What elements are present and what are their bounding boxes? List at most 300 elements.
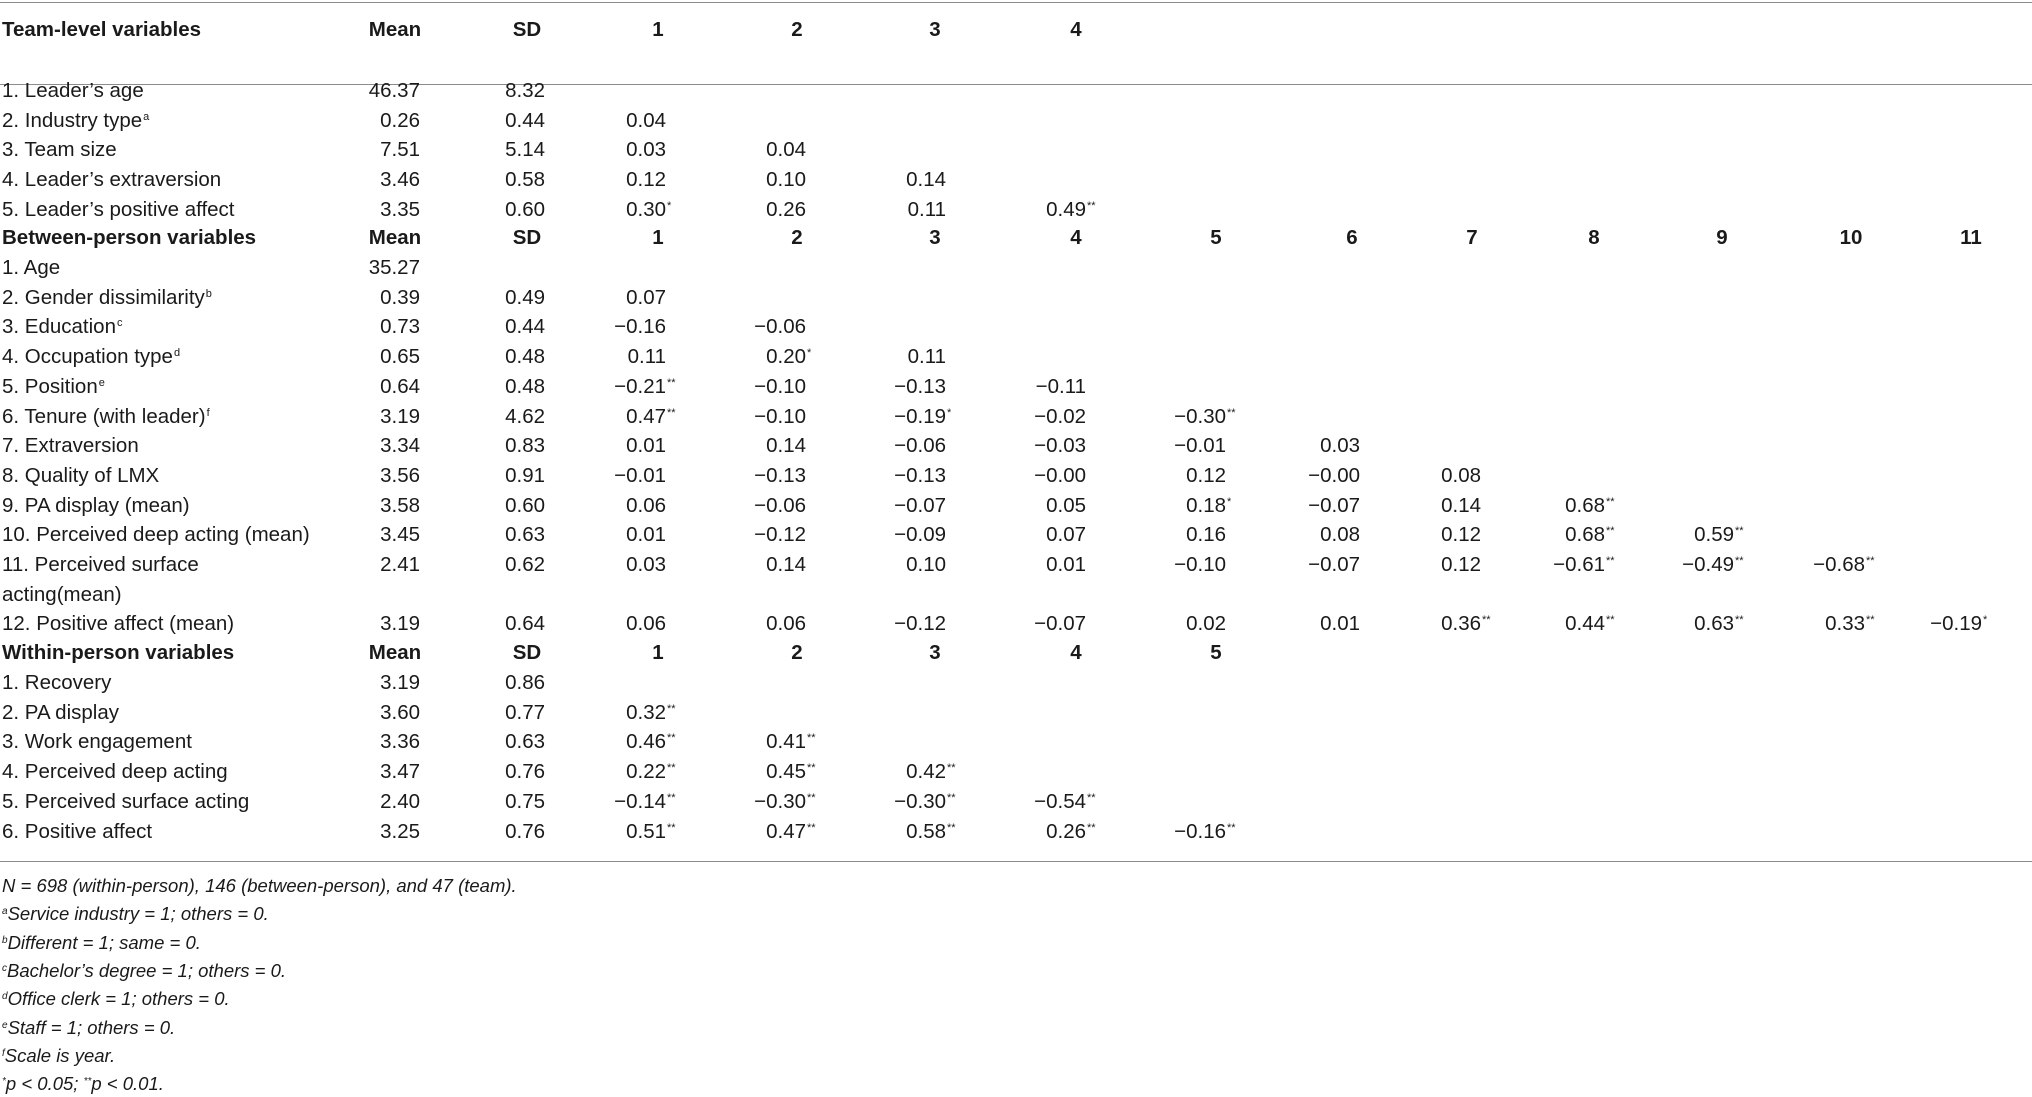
- sd-value: 0.77: [505, 700, 545, 724]
- correlation-value: −0.13: [754, 463, 806, 487]
- variable-label: [2, 727, 192, 757]
- column-header-number: 4: [1070, 18, 1082, 41]
- table-row: [0, 372, 2032, 402]
- correlation-cell: [894, 372, 962, 402]
- correlation-cell: −0.30**: [894, 789, 956, 813]
- correlation-cell: [894, 609, 962, 639]
- correlation-cell: 0.44**: [1565, 612, 1615, 636]
- table-row: [0, 817, 2032, 847]
- correlation-cell: −0.16**: [1174, 819, 1236, 843]
- correlation-value: −0.30: [754, 789, 806, 813]
- mean-value: 3.34: [380, 434, 420, 458]
- table-row: [0, 253, 2032, 283]
- correlation-value: 0.01: [1320, 612, 1360, 636]
- variable-name: 2. Industry type: [2, 108, 143, 132]
- variable-label: [2, 461, 159, 491]
- note-text: p < 0.05;: [5, 1073, 84, 1095]
- table-row: [0, 195, 2032, 225]
- correlation-value: 0.14: [766, 553, 806, 576]
- table-note: [2, 958, 286, 984]
- correlation-cell: −0.61**: [1553, 553, 1615, 576]
- section-title: Between-person variables: [2, 226, 257, 249]
- variable-label: [2, 76, 144, 106]
- variable-label: [2, 135, 117, 165]
- mean-value: 0.26: [380, 108, 420, 132]
- correlation-value: 0.04: [626, 108, 666, 132]
- correlation-value: 0.07: [1046, 523, 1086, 547]
- mean-value: 3.58: [380, 493, 420, 517]
- correlation-value: 0.04: [766, 138, 806, 162]
- correlation-cell: 0.30*: [626, 197, 672, 221]
- correlation-value: −0.14: [614, 789, 666, 813]
- top-rule: [0, 2, 2032, 3]
- correlation-value: 0.51: [626, 819, 666, 843]
- correlation-cell: 0.45**: [766, 760, 816, 784]
- correlation-value: −0.19: [1930, 612, 1982, 636]
- table-note: [2, 873, 517, 899]
- correlation-value: −0.12: [754, 523, 806, 547]
- column-header-number: 6: [1346, 226, 1358, 249]
- footnote-marker: a: [143, 110, 150, 123]
- table-row: [0, 342, 2032, 372]
- sd-value: 0.86: [505, 671, 545, 694]
- correlation-value: 0.42: [906, 760, 946, 784]
- variable-name: 1. Age: [2, 256, 61, 279]
- column-header-number: 3: [929, 641, 941, 664]
- note-marker: **: [83, 1076, 92, 1088]
- correlation-value: 0.14: [766, 434, 806, 458]
- correlation-value: 0.06: [626, 612, 666, 636]
- table-note: [2, 986, 230, 1012]
- correlation-cell: [626, 491, 682, 521]
- correlation-value: 0.11: [627, 345, 666, 369]
- correlation-cell: [626, 550, 682, 580]
- correlation-cell: [626, 283, 682, 313]
- variable-label: [2, 609, 234, 639]
- correlation-cell: [754, 520, 822, 550]
- note-text: Scale is year.: [4, 1044, 116, 1066]
- variable-label: [2, 283, 212, 313]
- correlation-cell: [1036, 372, 1102, 402]
- correlation-cell: [908, 195, 962, 225]
- correlation-cell: [894, 491, 962, 521]
- mean-value: 3.56: [380, 463, 420, 487]
- table-row: [0, 609, 2032, 639]
- correlation-value: 0.47: [626, 404, 666, 428]
- correlation-cell: [908, 342, 962, 372]
- correlation-cell: [766, 135, 822, 165]
- table-row: [0, 402, 2032, 432]
- correlation-value: −0.12: [894, 612, 946, 636]
- correlation-cell: [1034, 402, 1102, 432]
- sd-value: 0.60: [505, 197, 545, 221]
- correlation-cell: [766, 550, 822, 580]
- note-marker: e: [2, 1019, 8, 1031]
- correlation-cell: −0.30**: [1174, 404, 1236, 428]
- correlation-value: 0.46: [626, 730, 666, 754]
- variable-label: [2, 491, 190, 521]
- correlation-cell: [1034, 431, 1102, 461]
- footnote-marker: b: [205, 287, 212, 300]
- column-header-number: 9: [1716, 226, 1728, 249]
- note-text: p < 0.01.: [91, 1073, 164, 1095]
- table-row: [0, 491, 2032, 521]
- correlation-cell: [1308, 461, 1376, 491]
- note-text: Staff = 1; others = 0.: [7, 1016, 176, 1038]
- section-header: [0, 223, 2032, 253]
- column-header-number: 5: [1210, 641, 1222, 664]
- column-header-mean: Mean: [368, 641, 422, 664]
- variable-label: [2, 106, 149, 136]
- column-header-mean: Mean: [368, 226, 422, 249]
- correlation-cell: 0.33**: [1825, 612, 1875, 636]
- note-text: Bachelor’s degree = 1; others = 0.: [7, 959, 287, 981]
- correlation-value: −0.49: [1682, 553, 1734, 576]
- correlation-cell: 0.41**: [766, 730, 816, 754]
- variable-name: 3. Education: [2, 315, 116, 339]
- correlation-value: −0.07: [1308, 493, 1360, 517]
- correlation-cell: −0.21**: [614, 374, 676, 398]
- correlation-value: 0.20: [766, 345, 806, 369]
- variable-name: 3. Team size: [2, 138, 117, 162]
- variable-label: [2, 165, 221, 195]
- correlation-cell: [766, 609, 822, 639]
- correlation-value: −0.07: [1308, 553, 1360, 576]
- table-note: [2, 901, 269, 927]
- mean-value: 3.46: [380, 168, 420, 192]
- correlation-value: 0.08: [1320, 523, 1360, 547]
- correlation-value: 0.11: [907, 345, 946, 369]
- table-row: [0, 787, 2032, 817]
- note-text: Different = 1; same = 0.: [7, 931, 201, 953]
- sd-value: 4.62: [505, 404, 545, 428]
- correlation-cell: −0.30**: [754, 789, 816, 813]
- correlation-value: −0.10: [754, 404, 806, 428]
- column-header-number: 5: [1210, 226, 1222, 249]
- variable-label: [2, 312, 122, 342]
- correlation-cell: 0.22**: [626, 760, 676, 784]
- correlation-cell: [1441, 491, 1497, 521]
- correlation-value: 0.32: [626, 700, 666, 724]
- mean-value: 3.35: [380, 197, 420, 221]
- mean-value: 0.73: [380, 315, 420, 339]
- correlation-value: −0.07: [894, 493, 946, 517]
- variable-name: 2. Gender dissimilarity: [2, 285, 205, 309]
- variable-name: 10. Perceived deep acting (mean): [2, 523, 310, 547]
- correlation-cell: 0.68**: [1565, 523, 1615, 547]
- sd-value: 0.76: [505, 760, 545, 784]
- correlation-value: 0.01: [1046, 553, 1086, 576]
- correlation-cell: [626, 106, 682, 136]
- correlation-value: 0.10: [906, 553, 946, 576]
- variable-name: 7. Extraversion: [2, 434, 139, 458]
- note-marker: a: [2, 906, 8, 918]
- correlation-cell: 0.26**: [1046, 819, 1096, 843]
- correlation-cell: [1186, 609, 1242, 639]
- footnote-marker: e: [98, 376, 105, 389]
- correlation-value: 0.16: [1186, 523, 1226, 547]
- correlation-cell: [1308, 491, 1376, 521]
- mean-value: 46.37: [368, 79, 420, 102]
- correlation-value: −0.13: [894, 463, 946, 487]
- table-row: [0, 698, 2032, 728]
- table-row: [0, 165, 2032, 195]
- table-row: [0, 757, 2032, 787]
- sd-value: 0.60: [505, 493, 545, 517]
- correlation-value: −0.30: [1174, 404, 1226, 428]
- sd-value: 0.76: [505, 819, 545, 843]
- correlation-value: 0.06: [626, 493, 666, 517]
- mean-value: 3.19: [380, 671, 420, 694]
- correlation-cell: [1174, 550, 1242, 580]
- correlation-cell: [614, 461, 682, 491]
- correlation-cell: [754, 491, 822, 521]
- note-marker: b: [2, 934, 8, 946]
- correlation-value: 0.58: [906, 819, 946, 843]
- table-note: [2, 930, 201, 956]
- correlation-value: −0.06: [894, 434, 946, 458]
- correlation-cell: [1441, 461, 1497, 491]
- variable-name: 8. Quality of LMX: [2, 463, 160, 487]
- correlation-value: −0.01: [1174, 434, 1226, 458]
- variable-name: 5. Position: [2, 374, 98, 398]
- sd-value: 0.75: [505, 789, 545, 813]
- correlation-cell: 0.32**: [626, 700, 676, 724]
- variable-name: 1. Leader’s age: [2, 79, 144, 102]
- correlation-value: 0.01: [626, 434, 666, 458]
- correlation-value: −0.30: [894, 789, 946, 813]
- variable-label: [2, 817, 152, 847]
- note-text: N = 698 (within-person), 146 (between-person), and 47 (team).: [2, 875, 517, 896]
- column-header-sd: SD: [512, 18, 542, 41]
- correlation-cell: 0.51**: [626, 819, 676, 843]
- correlation-value: 0.03: [626, 553, 666, 576]
- correlation-value: −0.02: [1034, 404, 1086, 428]
- correlation-cell: 0.20*: [766, 345, 812, 369]
- table-note: [2, 1015, 175, 1041]
- correlation-cell: [1441, 520, 1497, 550]
- correlation-value: −0.16: [1174, 819, 1226, 843]
- column-header-number: 4: [1070, 641, 1082, 664]
- footnote-marker: d: [173, 347, 181, 360]
- correlation-value: 0.41: [766, 730, 806, 754]
- correlation-value: 0.03: [1320, 434, 1360, 458]
- correlation-value: 0.63: [1694, 612, 1734, 636]
- note-marker: d: [2, 991, 8, 1003]
- correlation-cell: [894, 461, 962, 491]
- variable-label: [2, 195, 235, 225]
- correlation-value: 0.07: [626, 285, 666, 309]
- table-row: [0, 135, 2032, 165]
- correlation-value: 0.05: [1046, 493, 1086, 517]
- sd-value: 0.44: [505, 108, 545, 132]
- note-marker: *: [2, 1076, 6, 1088]
- table-row: [0, 550, 2032, 580]
- correlation-cell: [1174, 431, 1242, 461]
- correlation-cell: [1186, 520, 1242, 550]
- correlation-cell: 0.47**: [766, 819, 816, 843]
- variable-name: 2. PA display: [2, 700, 119, 724]
- correlation-cell: [894, 431, 962, 461]
- correlation-cell: [1046, 491, 1102, 521]
- correlation-cell: [614, 312, 682, 342]
- correlation-cell: 0.58**: [906, 819, 956, 843]
- variable-name: 4. Perceived deep acting: [2, 760, 228, 784]
- column-header-number: 2: [791, 226, 803, 249]
- mean-value: 2.40: [380, 789, 420, 813]
- correlation-cell: −0.19*: [894, 404, 952, 428]
- mean-value: 3.25: [380, 819, 420, 843]
- correlation-cell: [626, 609, 682, 639]
- variable-name: 6. Tenure (with leader): [2, 404, 206, 428]
- correlation-value: 0.59: [1694, 523, 1734, 547]
- mean-value: 3.19: [380, 404, 420, 428]
- correlation-value: −0.10: [754, 374, 806, 398]
- footnote-marker: c: [116, 317, 123, 330]
- correlation-value: −0.09: [894, 523, 946, 547]
- correlation-cell: [754, 312, 822, 342]
- note-text: Office clerk = 1; others = 0.: [7, 988, 230, 1010]
- correlation-cell: 0.59**: [1694, 523, 1744, 547]
- table-row: [0, 520, 2032, 550]
- variable-name: 6. Positive affect: [2, 819, 153, 843]
- table-row: [0, 431, 2032, 461]
- column-header-number: 1: [652, 226, 664, 249]
- correlation-cell: [1320, 431, 1376, 461]
- sd-value: 0.64: [505, 612, 545, 636]
- correlation-value: 0.68: [1565, 523, 1605, 547]
- column-header-number: 3: [929, 226, 941, 249]
- column-header-number: 2: [791, 641, 803, 664]
- variable-label: [2, 668, 111, 698]
- sd-value: 5.14: [505, 138, 545, 162]
- correlation-cell: 0.42**: [906, 760, 956, 784]
- correlation-value: −0.03: [1034, 434, 1086, 458]
- correlation-value: −0.07: [1034, 612, 1086, 636]
- variable-label: [2, 550, 199, 580]
- correlation-value: −0.68: [1813, 553, 1865, 576]
- section-header: [0, 15, 2032, 45]
- variable-name: 12. Positive affect (mean): [2, 612, 235, 636]
- correlation-value: 0.68: [1565, 493, 1605, 517]
- footnote-marker: f: [206, 406, 210, 419]
- correlation-value: 0.47: [766, 819, 806, 843]
- correlation-cell: 0.68**: [1565, 493, 1615, 517]
- correlation-cell: [626, 520, 682, 550]
- mean-value: 7.51: [380, 138, 420, 162]
- mean-value: 3.47: [380, 760, 420, 784]
- correlation-value: −0.10: [1174, 553, 1226, 576]
- correlation-cell: [906, 165, 962, 195]
- correlation-cell: [1320, 520, 1376, 550]
- mean-value: 35.27: [368, 256, 420, 279]
- correlation-value: 0.12: [1441, 553, 1481, 576]
- mean-value: 0.64: [380, 374, 420, 398]
- correlation-value: −0.13: [894, 374, 946, 398]
- correlation-cell: [1308, 550, 1376, 580]
- section-title: Within-person variables: [2, 641, 235, 664]
- note-text: Service industry = 1; others = 0.: [7, 903, 269, 925]
- correlation-cell: [1046, 550, 1102, 580]
- correlation-cell: [894, 520, 962, 550]
- correlation-value: 0.02: [1186, 612, 1226, 636]
- table-note: [2, 1043, 115, 1069]
- correlation-cell: [754, 402, 822, 432]
- variable-name: 11. Perceived surface: [2, 553, 199, 576]
- correlation-value: 0.01: [626, 523, 666, 547]
- mean-value: 0.65: [380, 345, 420, 369]
- column-header-number: 8: [1588, 226, 1600, 249]
- variable-label: [2, 342, 180, 372]
- column-header-number: 1: [652, 18, 664, 41]
- correlation-cell: [906, 550, 962, 580]
- variable-label: [2, 372, 105, 402]
- column-header-number: 7: [1466, 226, 1478, 249]
- column-header-number: 1: [652, 641, 664, 664]
- correlation-value: −0.00: [1308, 463, 1360, 487]
- correlation-value: −0.06: [754, 493, 806, 517]
- correlation-value: 0.45: [766, 760, 806, 784]
- table-row: [0, 76, 2032, 106]
- section-title: Team-level variables: [2, 18, 202, 41]
- correlation-value: 0.14: [906, 168, 946, 192]
- correlation-cell: 0.46**: [626, 730, 676, 754]
- table-note: [2, 1071, 164, 1097]
- correlation-value: 0.26: [1046, 819, 1086, 843]
- table-row: [0, 106, 2032, 136]
- correlation-cell: [1186, 461, 1242, 491]
- variable-label: [2, 787, 249, 817]
- correlation-cell: 0.18*: [1186, 493, 1232, 517]
- note-marker: c: [2, 962, 7, 974]
- sd-value: 0.83: [505, 434, 545, 458]
- table-row: [0, 668, 2032, 698]
- table-row: [0, 461, 2032, 491]
- correlation-cell: [766, 165, 822, 195]
- correlation-value: 0.06: [766, 612, 806, 636]
- correlation-value: −0.19: [894, 404, 946, 428]
- correlation-value: 0.22: [626, 760, 666, 784]
- section-header: [0, 638, 2032, 668]
- variable-name: 1. Recovery: [2, 671, 112, 694]
- column-header-number: 4: [1070, 226, 1082, 249]
- correlation-value: 0.10: [766, 168, 806, 192]
- sd-value: 0.63: [505, 523, 545, 547]
- correlation-value: 0.03: [626, 138, 666, 162]
- table-row: [0, 283, 2032, 313]
- correlation-cell: 0.63**: [1694, 612, 1744, 636]
- mean-value: 3.60: [380, 700, 420, 724]
- correlation-cell: [754, 372, 822, 402]
- mean-value: 3.36: [380, 730, 420, 754]
- variable-name: 5. Perceived surface acting: [2, 789, 250, 813]
- correlation-cell: [1034, 609, 1102, 639]
- sd-value: 0.44: [505, 315, 545, 339]
- sd-value: 0.91: [505, 463, 545, 487]
- sd-value: 0.48: [505, 374, 545, 398]
- column-header-number: 3: [929, 18, 941, 41]
- correlation-cell: [1046, 520, 1102, 550]
- column-header-number: 2: [791, 18, 803, 41]
- column-header-number: 11: [1960, 226, 1982, 249]
- bottom-rule: [0, 861, 2032, 862]
- correlation-cell: [1441, 550, 1497, 580]
- mean-value: 0.39: [380, 285, 420, 309]
- correlation-value: 0.08: [1441, 463, 1481, 487]
- variable-name: 5. Leader’s positive affect: [2, 197, 235, 221]
- correlation-value: 0.11: [907, 197, 946, 221]
- mean-value: 2.41: [380, 553, 420, 576]
